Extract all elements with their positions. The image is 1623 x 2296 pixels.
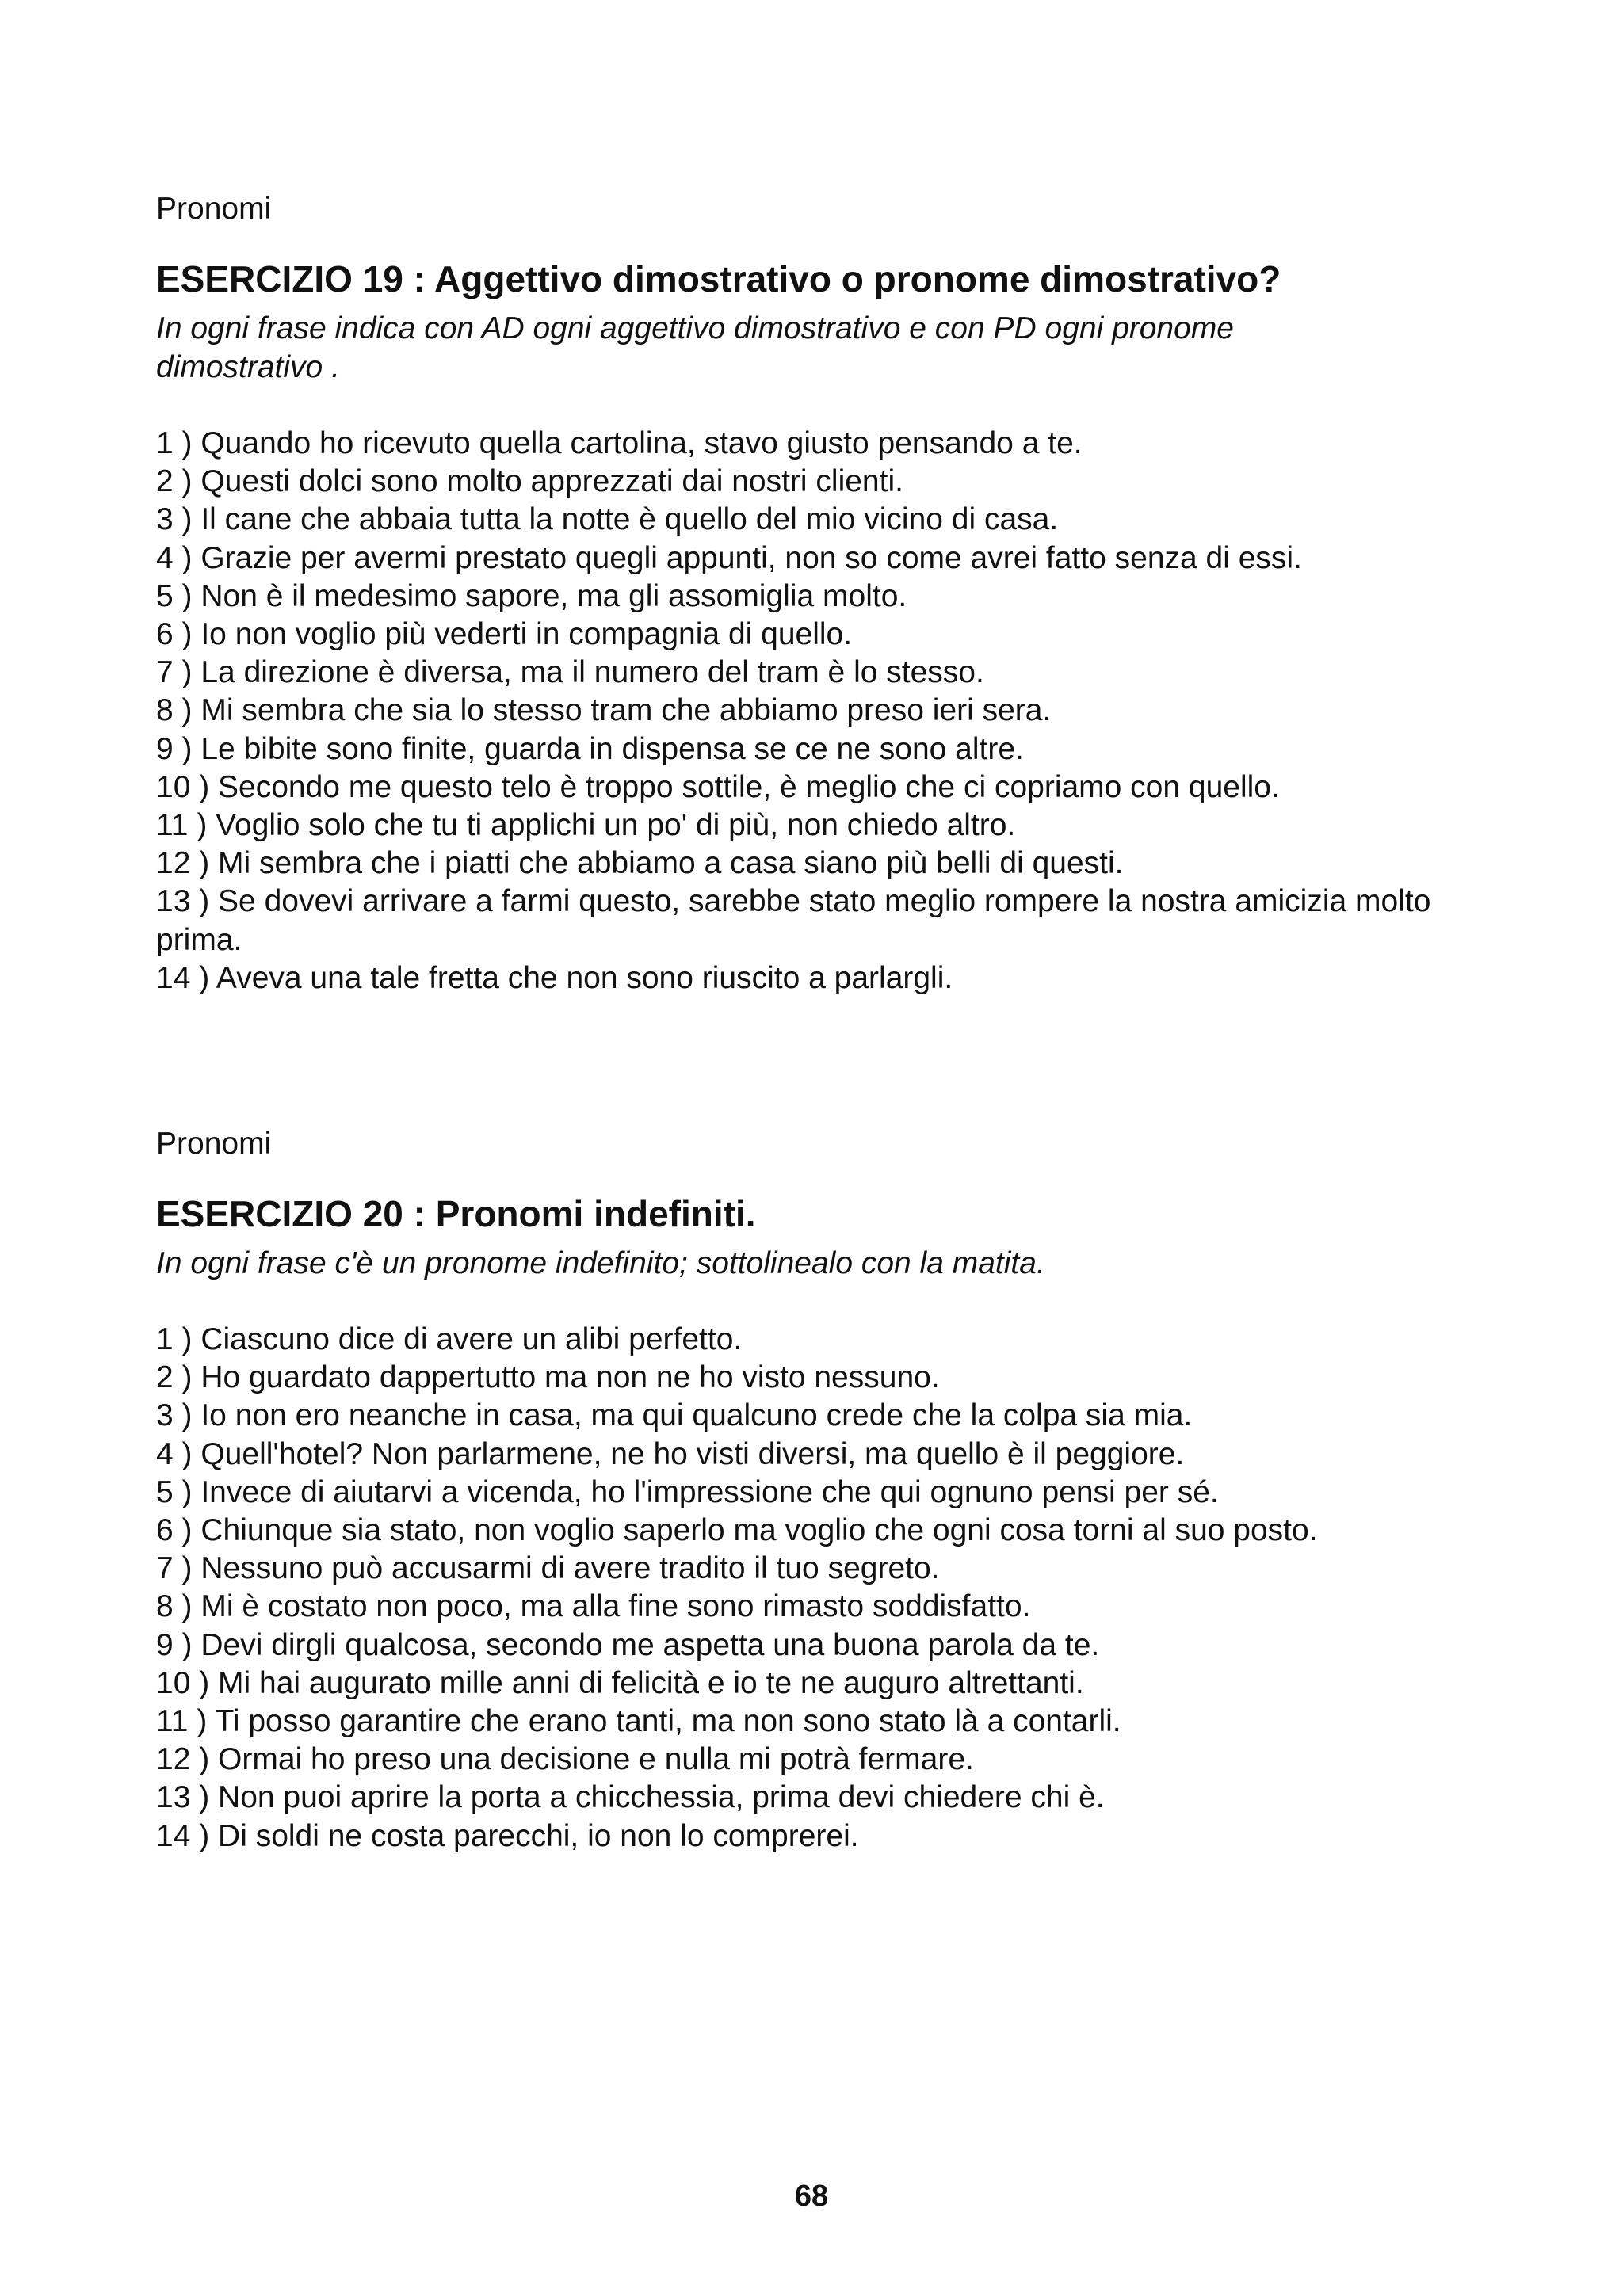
exercise-item: 6 ) Io non voglio più vederti in compagnia di quello. (156, 617, 853, 652)
exercise-item: 1 ) Quando ho ricevuto quella cartolina, stavo giusto pensando a te. (156, 426, 1083, 460)
exercise-item: 10 ) Mi hai augurato mille anni di felicità e io te ne auguro altrettanti. (156, 1665, 1084, 1700)
exercise-item: 7 ) La direzione è diversa, ma il numero del tram è lo stesso. (156, 655, 984, 690)
exercise-item: 3 ) Il cane che abbaia tutta la notte è quello del mio vicino di casa. (156, 502, 1059, 537)
exercise-item: 14 ) Di soldi ne costa parecchi, io non lo comprerei. (156, 1818, 859, 1853)
exercise-item: 9 ) Devi dirgli qualcosa, secondo me aspetta una buona parola da te. (156, 1627, 1100, 1662)
page-number: 68 (794, 2180, 829, 2213)
section-label: Pronomi (156, 1127, 272, 1161)
exercise-item: 11 ) Voglio solo che tu ti applichi un po' di più, non chiedo altro. (156, 808, 1016, 843)
exercise-item: 6 ) Chiunque sia stato, non voglio saperlo ma voglio che ogni cosa torni al suo posto. (156, 1513, 1318, 1548)
exercise-item: 2 ) Ho guardato dappertutto ma non ne ho visto nessuno. (156, 1360, 940, 1395)
exercise-item: 1 ) Ciascuno dice di avere un alibi perfetto. (156, 1322, 743, 1356)
exercise-item-list (156, 425, 1472, 997)
section-label: Pronomi (156, 192, 272, 226)
exercise-item: 3 ) Io non ero neanche in casa, ma qui qualcuno crede che la colpa sia mia. (156, 1398, 1193, 1433)
exercise-title: ESERCIZIO 20 : Pronomi indefiniti. (156, 1193, 756, 1234)
exercise-item: 8 ) Mi sembra che sia lo stesso tram che abbiamo preso ieri sera. (156, 693, 1052, 728)
exercise-item: 14 ) Aveva una tale fretta che non sono riuscito a parlargli. (156, 960, 953, 995)
exercise-item: 4 ) Quell'hotel? Non parlarmene, ne ho visti diversi, ma quello è il peggiore. (156, 1436, 1185, 1471)
exercise-item: 8 ) Mi è costato non poco, ma alla fine sono rimasto soddisfatto. (156, 1589, 1031, 1624)
exercise-item: 11 ) Ti posso garantire che erano tanti, ma non sono stato là a contarli. (156, 1704, 1121, 1739)
exercise-item: 12 ) Ormai ho preso una decisione e nulla mi potrà fermare. (156, 1742, 974, 1777)
exercise-item-list (156, 1321, 1472, 1855)
exercise-title: ESERCIZIO 19 : Aggettivo dimostrativo o pronome dimostrativo? (156, 258, 1281, 299)
exercise-item: 13 ) Se dovevi arrivare a farmi questo, sarebbe stato meglio rompere la nostra amicizia molto prima. (156, 884, 1440, 957)
exercise-item: 12 ) Mi sembra che i piatti che abbiamo a casa siano più belli di questi. (156, 846, 1124, 881)
exercise-item: 5 ) Invece di aiutarvi a vicenda, ho l'impressione che qui ognuno pensi per sé. (156, 1474, 1219, 1509)
exercise-item: 2 ) Questi dolci sono molto apprezzati dai nostri clienti. (156, 464, 903, 499)
exercise-item: 5 ) Non è il medesimo sapore, ma gli assomiglia molto. (156, 578, 907, 613)
exercise-item: 4 ) Grazie per avermi prestato quegli appunti, non so come avrei fatto senza di essi. (156, 540, 1302, 575)
exercise-item: 13 ) Non puoi aprire la porta a chicchessia, prima devi chiedere chi è. (156, 1780, 1105, 1815)
exercise-item: 7 ) Nessuno può accusarmi di avere tradito il tuo segreto. (156, 1551, 940, 1586)
exercise-20-section (156, 1125, 1472, 1855)
exercise-19-section (156, 190, 1472, 997)
exercise-instruction: In ogni frase indica con AD ogni aggettivo dimostrativo e con PD ogni pronome dimostrativo . (156, 311, 1234, 384)
exercise-instruction: In ogni frase c'è un pronome indefinito; sottolinealo con la matita. (156, 1246, 1045, 1280)
exercise-item: 10 ) Secondo me questo telo è troppo sottile, è meglio che ci copriamo con quello. (156, 769, 1280, 804)
exercise-item: 9 ) Le bibite sono finite, guarda in dispensa se ce ne sono altre. (156, 731, 1024, 766)
